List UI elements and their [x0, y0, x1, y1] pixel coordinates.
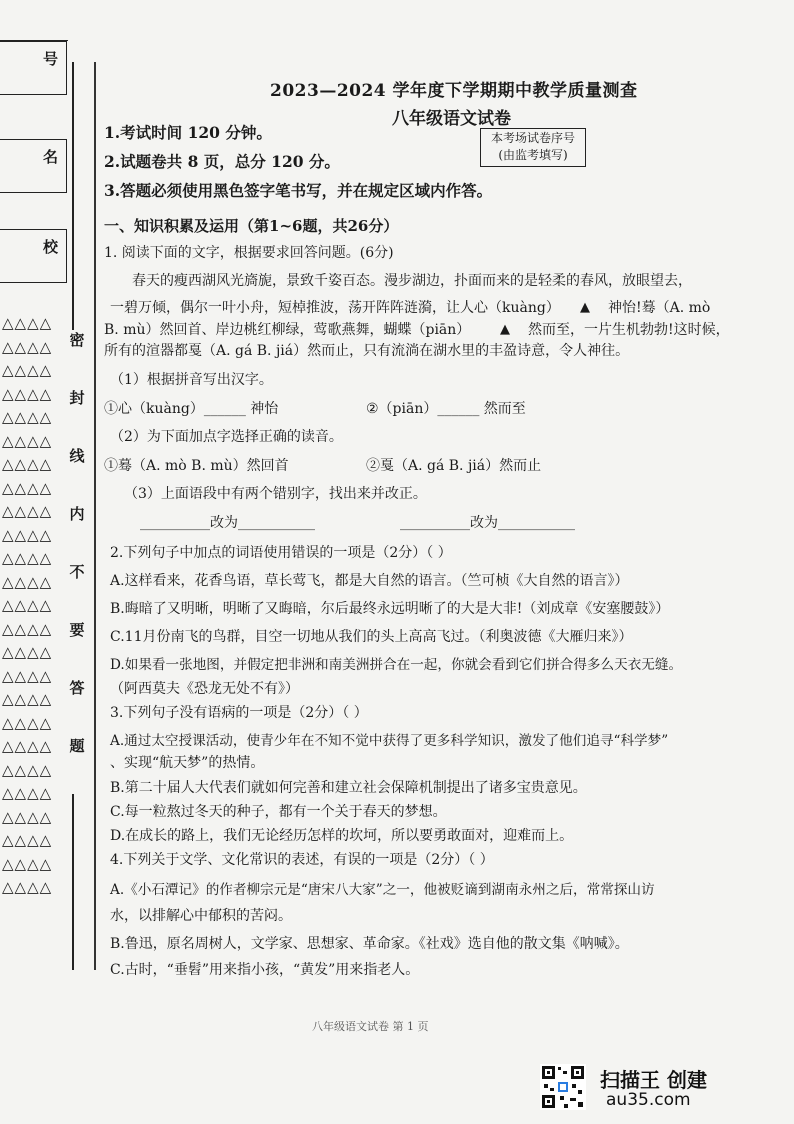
- scanner-brand: 扫描王 创建: [600, 1068, 707, 1092]
- passage-line: 一碧万倾，偶尔一叶小舟，短棹推波，荡开阵阵涟漪，让人心（kuàng）: [110, 300, 560, 316]
- note-time: 1.考试时间 120 分钟。: [104, 123, 272, 142]
- stamp-line-1: 本考场试卷序号: [490, 131, 575, 145]
- seal-char: 封: [69, 389, 85, 407]
- option-a: A.这样看来，花香鸟语，草长莺飞，都是大自然的语言。（竺可桢《大自然的语言》）: [110, 573, 629, 589]
- triangle-marker: ▲: [580, 300, 590, 315]
- option-d: D.在成长的路上，我们无论经历怎样的坎坷，所以要勇敢面对，迎难而上。: [110, 828, 574, 844]
- seal-char: 内: [69, 505, 85, 523]
- option-c: C.古时，“垂髫”用来指小孩，“黄发”用来指老人。: [110, 962, 420, 978]
- school-box: [0, 229, 67, 283]
- margin-line: [94, 62, 96, 970]
- qr-code-icon: [540, 1064, 586, 1110]
- stamp-line-2: (由监考填写): [498, 148, 568, 162]
- school-label: 校: [42, 238, 58, 256]
- option-b: B.晦暗了又明晰，明晰了又晦暗，尔后最终永远明晰了的大是大非!（刘成章《安塞腰鼓》）: [110, 601, 670, 617]
- option-a-cont: 、实现“航天梦”的热情。: [110, 755, 265, 771]
- sub-answer: ②（piān）______ 然而至: [366, 401, 526, 417]
- seal-char: 线: [69, 447, 85, 465]
- option-b: B.第二十届人大代表们就如何完善和建立社会保障机制提出了诸多宝贵意见。: [110, 780, 587, 796]
- exam-notes: [104, 118, 492, 205]
- option-d-source: （阿西莫夫《恐龙无处不有》）: [110, 681, 299, 697]
- passage-line: 神怡!蓦（A. mò: [608, 300, 711, 316]
- name-label: 名: [42, 148, 58, 166]
- option-a: A.《小石潭记》的作者柳宗元是“唐宋八大家”之一，他被贬谪到湖南永州之后，常常探山访: [110, 882, 655, 898]
- triangle-pattern: △△△△ △△△△ △△△△ △△△△ △△△△ △△△△ △△△△ △△△△ △△△△ △△△△ △△△△ △△△△ △△△△ △△△△ △△△△ △△△△ △△△△ △△△△ △△△△ △△△△ △△△△ △△△△ △△△△ △△△△ △△△△: [2, 314, 53, 896]
- sub-question: （2）为下面加点字选择正确的读音。: [110, 429, 343, 445]
- option-c: C.11月份南飞的鸟群，目空一切地从我们的头上高高飞过。（利奥波德《大雁归来》）: [110, 629, 633, 645]
- option-b: B.鲁迅，原名周树人，文学家、思想家、革命家。《社戏》选自他的散文集《呐喊》。: [110, 936, 629, 952]
- serial-stamp-box: [480, 128, 586, 167]
- passage-line: B. mù）然回首、岸边桃红柳绿，莺歌燕舞，蝴蝶（piān）: [104, 322, 471, 338]
- answer-blank: __________改为___________: [140, 515, 315, 531]
- sub-answer: ①蓦（A. mò B. mù）然回首: [104, 458, 289, 474]
- seal-char: 密: [69, 331, 85, 349]
- exam-subtitle: 八年级语文试卷: [392, 109, 511, 129]
- option-c: C.每一粒熬过冬天的种子，都有一个关于春天的梦想。: [110, 804, 447, 820]
- triangle-marker: ▲: [500, 322, 510, 337]
- exam-number-box: [0, 41, 67, 95]
- passage-line: 然而至，一片生机勃勃!这时候，: [528, 322, 730, 338]
- question-3: 3.下列句子没有语病的一项是（2分）（ ）: [110, 705, 368, 721]
- question-1: 1. 阅读下面的文字，根据要求回答问题。(6分): [104, 245, 394, 261]
- answer-blank: __________改为___________: [400, 515, 575, 531]
- passage-line: 所有的渲器都戛（A. gá B. jiá）然而止，只有流淌在湖水里的丰盈诗意，令人神往。: [104, 343, 630, 359]
- exam-number-label: 号: [42, 50, 58, 68]
- section-heading: 一、知识积累及运用（第1~6题，共26分）: [104, 217, 399, 235]
- name-box: [0, 139, 67, 193]
- passage-line: 春天的瘦西湖风光旖旎，景致千姿百态。漫步湖边，扑面而来的是轻柔的春风，放眼望去，: [132, 273, 692, 289]
- option-a: A.通过太空授课活动，使青少年在不知不觉中获得了更多科学知识，激发了他们追寻“科学梦”: [110, 733, 669, 749]
- question-4: 4.下列关于文学、文化常识的表述，有误的一项是（2分）（ ）: [110, 852, 494, 868]
- exam-title: 2023—2024 学年度下学期期中教学质量测查: [270, 81, 638, 101]
- option-a-cont: 水，以排解心中郁积的苦闷。: [110, 908, 292, 924]
- question-2: 2.下列句子中加点的词语使用错误的一项是（2分）（ ）: [110, 545, 452, 561]
- seal-char: 不: [69, 563, 85, 581]
- seal-char: 题: [69, 737, 85, 755]
- note-pen: 3.答题必须使用黑色签字笔书写，并在规定区域内作答。: [104, 181, 493, 200]
- seal-char: 要: [69, 621, 85, 639]
- binding-strip: [0, 40, 68, 291]
- sub-answer: ①心（kuàng）______ 神怡: [104, 401, 279, 417]
- blank-triangle: [580, 297, 590, 318]
- seal-char: 答: [69, 679, 85, 697]
- sub-question: （3）上面语段中有两个错别字，找出来并改正。: [124, 486, 427, 502]
- scanner-site: au35.com: [606, 1090, 691, 1110]
- sub-question: （1）根据拼音写出汉字。: [110, 372, 273, 388]
- option-d: D.如果看一张地图，并假定把非洲和南美洲拼合在一起，你就会看到它们拼合得多么天衣无缝。: [110, 657, 683, 673]
- note-pages: 2.试题卷共 8 页，总分 120 分。: [104, 152, 340, 171]
- page-footer: 八年级语文试卷 第 1 页: [312, 1020, 429, 1033]
- seal-text: [66, 330, 88, 794]
- sub-answer: ②戛（A. gá B. jiá）然而止: [366, 458, 542, 474]
- blank-triangle: [500, 319, 510, 340]
